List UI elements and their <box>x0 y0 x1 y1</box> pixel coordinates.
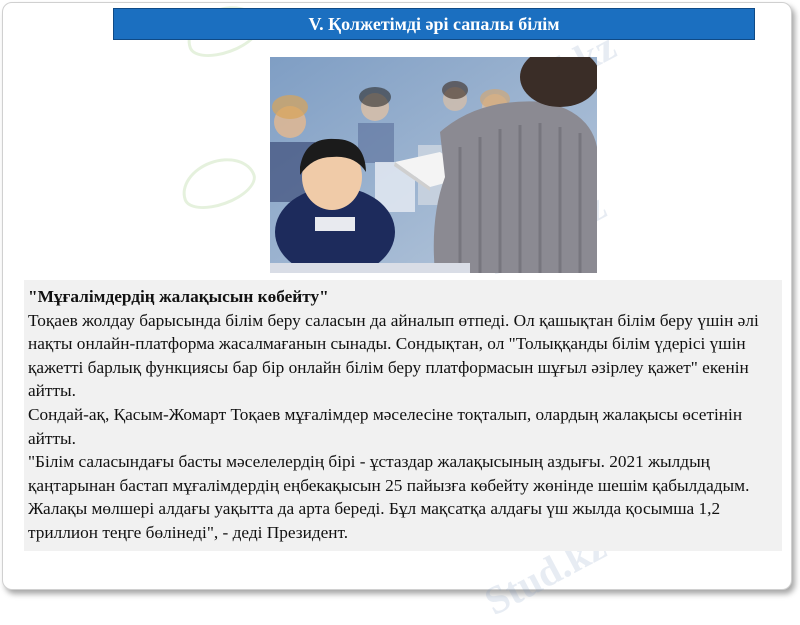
article-heading: "Мұғалімдердің жалақысын көбейту" <box>28 287 329 306</box>
article-paragraph: "Білім саласындағы басты мәселелердің бірі - ұстаздар жалақысының аздығы. 2021 жылдың қаңтарынан бастап мұғалімдердің еңбекақысын 25 пайызға көбейту жөнінде шешім қабылдадым. Жалақы мөлшері алдағы уақытта да арта береді. Бұл мақсатқа алдағы үш жылда қосымша 1,2 триллион теңге бөлінеді", - деді Президент. <box>28 452 750 542</box>
slide-title: V. Қолжетімді әрі сапалы білім <box>308 13 560 34</box>
article-paragraph: Тоқаев жолдау барысында білім беру саласын да айналып өтпеді. Ол қашықтан білім беру үшін әлі нақты онлайн-платформа жасалмағанын сынады. Сондықтан, ол "Толыққанды білім үдерісі үшін қажетті барлық функциясы бар бір онлайн білім беру платформасын шұғыл әзірлеу қажет" екенін айтты. <box>28 310 759 401</box>
classroom-photo-icon <box>270 57 597 273</box>
slide-title-bar <box>113 8 755 40</box>
article-paragraph: Сондай-ақ, Қасым-Жомарт Тоқаев мұғалімдер мәселесіне тоқталып, олардың жалақысы өсетінін айтты. <box>28 404 743 448</box>
article-text-box <box>24 280 782 551</box>
classroom-photo <box>270 57 597 273</box>
